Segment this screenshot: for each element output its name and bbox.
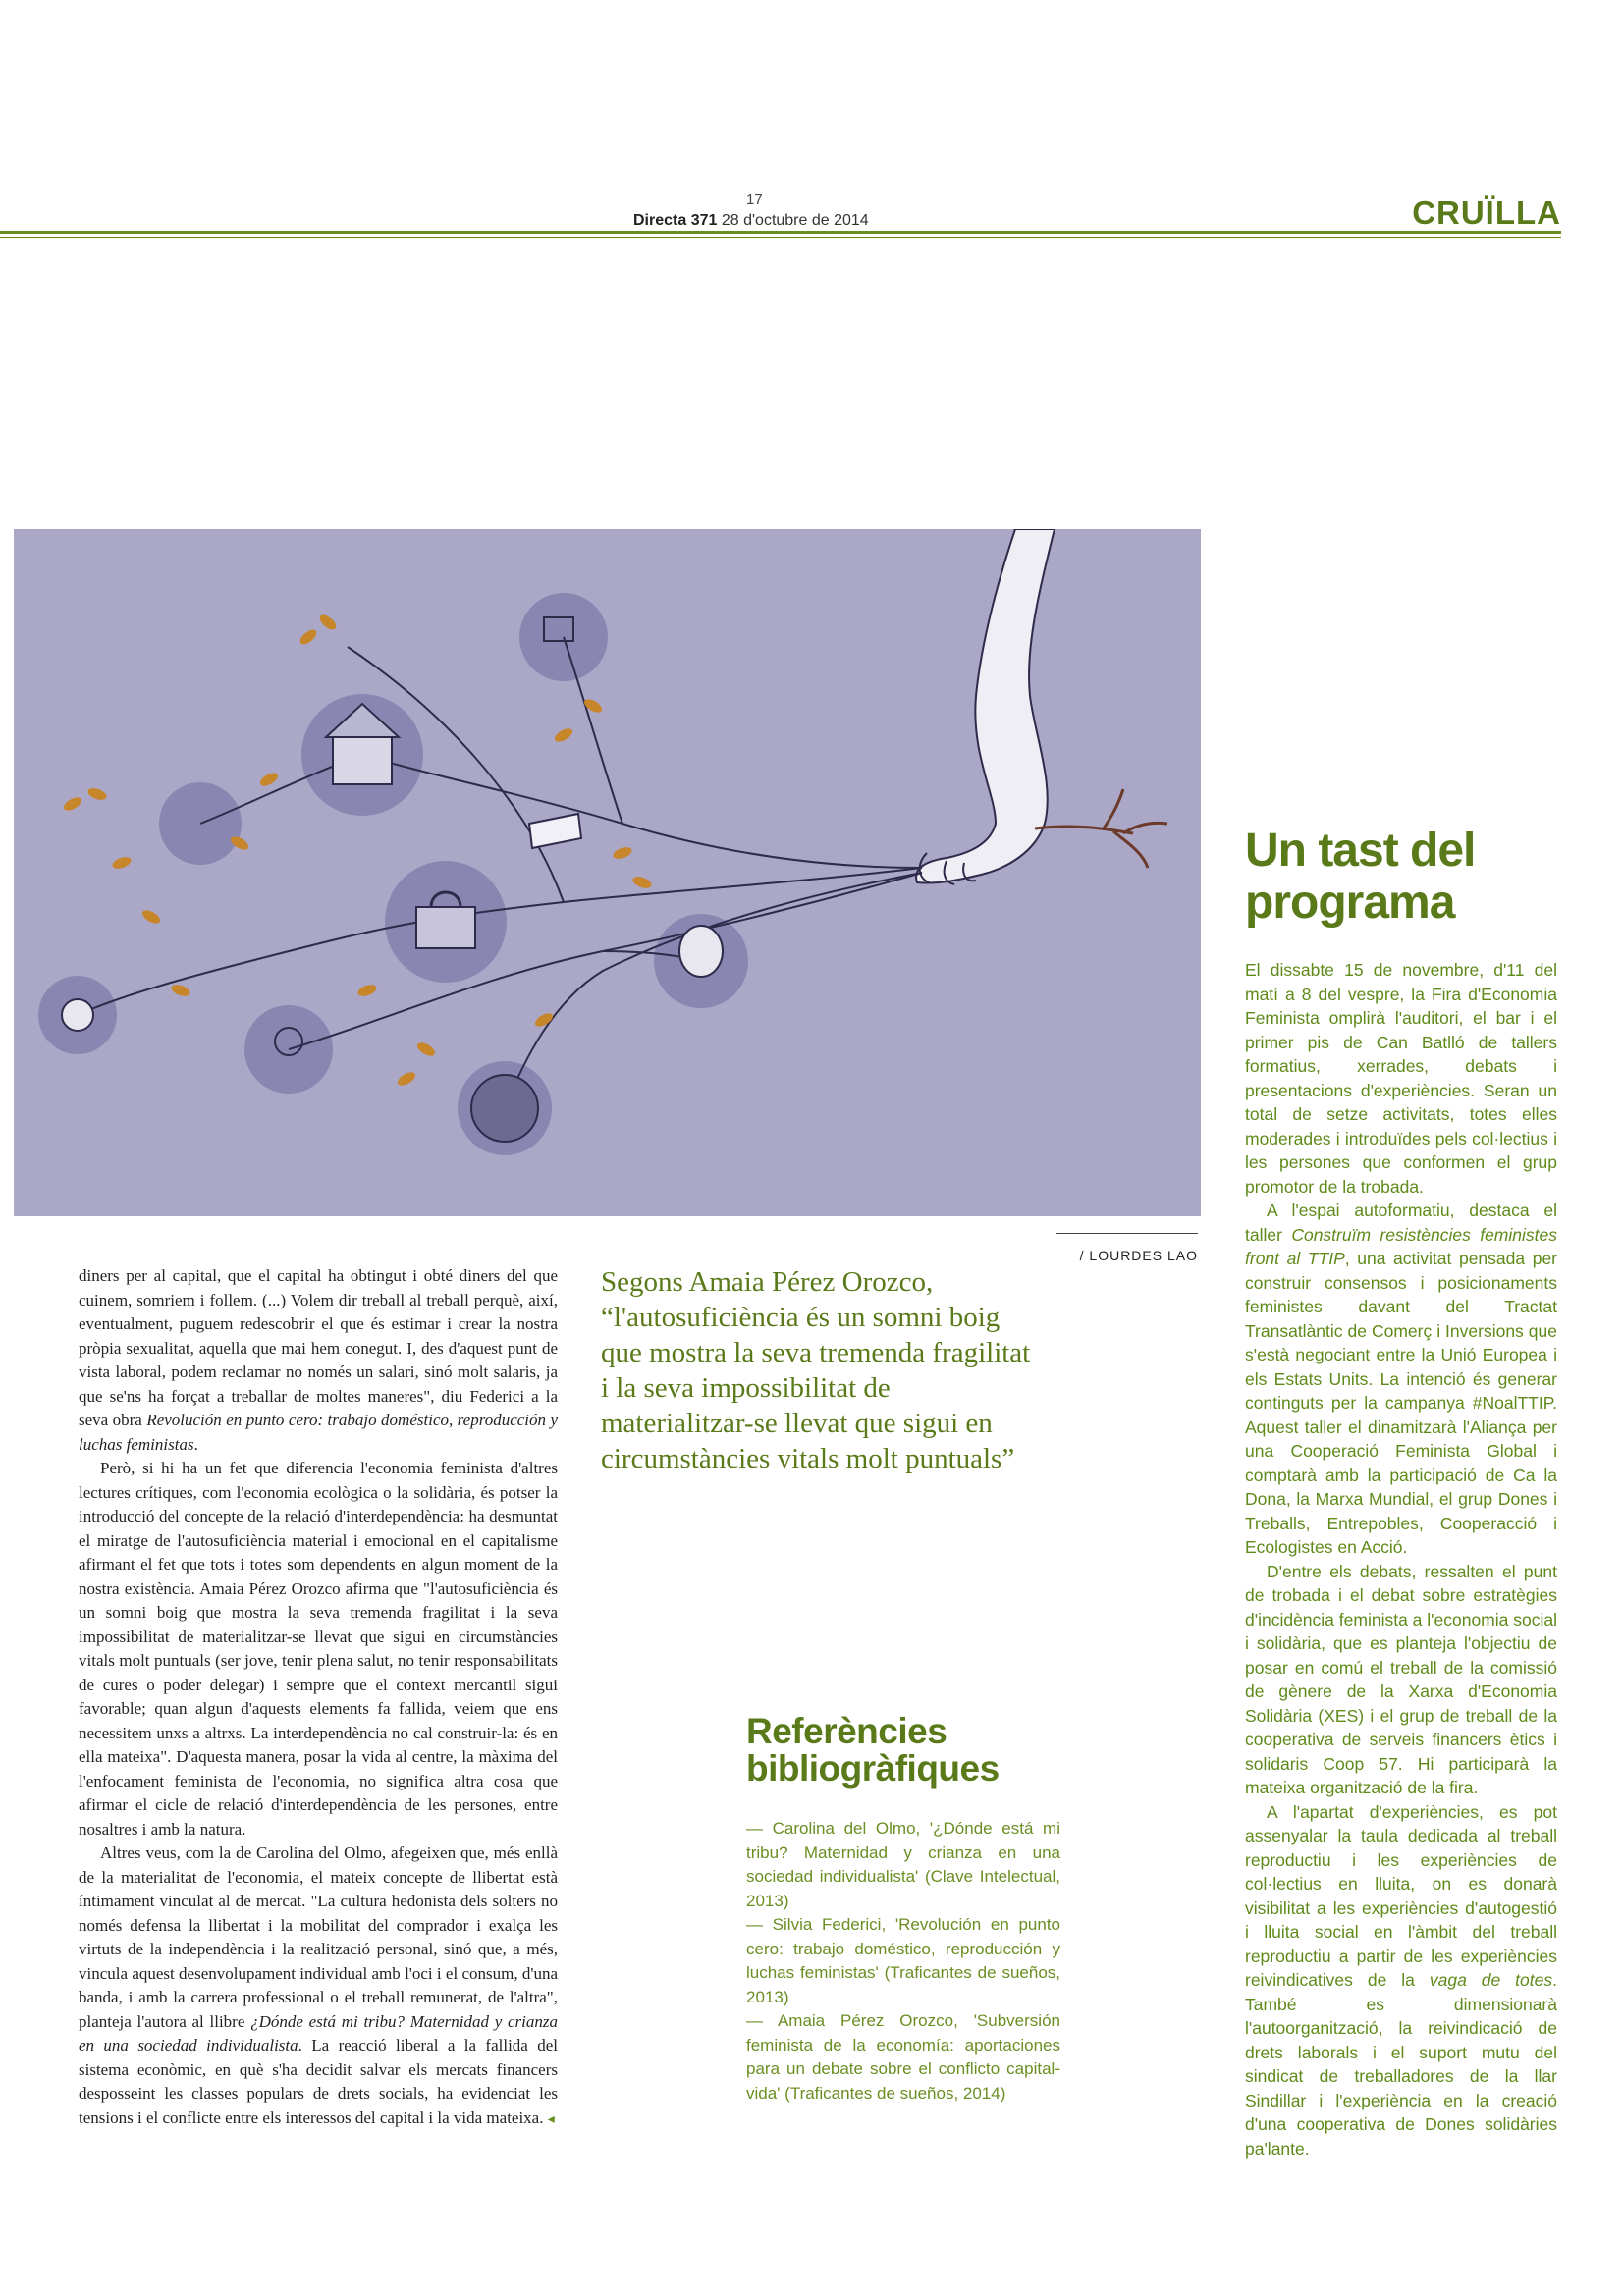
campaign-title: vaga de totes	[1429, 1970, 1553, 1990]
section-name: CRUÏLLA	[1412, 194, 1561, 231]
end-mark-icon: ◂	[547, 2110, 555, 2127]
publication-name: Directa 371	[633, 212, 718, 229]
article-body	[79, 1264, 558, 2131]
sidebar-paragraph: D'entre els debats, ressalten el punt de trobada i el debat sobre estratègies d'incidència feminista a l'economia social i solidària, que es planteja l'objectiu de posar en comú el treball de la comissió de gènere de la Xarxa d'Economia Solidària (XES) i el grup de treball de la cooperativa de serveis financers ètics i solidaris Coop 57. Hi participarà la mateixa organització de la fira.	[1245, 1561, 1557, 1797]
sidebar-text: A l'espai autoformatiu, destaca el taller	[1245, 1201, 1557, 1245]
reference-item: — Carolina del Olmo, '¿Dónde está mi tribu? Maternidad y crianza en una sociedad individualista' (Clave Intelectual, 2013)	[746, 1819, 1060, 1910]
article-paragraph	[79, 1264, 558, 1457]
page-number: 17	[746, 191, 763, 208]
illustration-art	[14, 529, 1201, 1216]
sidebar-paragraph	[1245, 1199, 1557, 1560]
pull-quote: Segons Amaia Pérez Orozco, “l'autosuficiència és un somni boig que mostra la seva tremenda fragilitat i la seva impossibilitat de materialitzar-se llevat que sigui en circumstàncies vitals molt puntuals”	[601, 1266, 1031, 1474]
article-paragraph	[79, 1842, 558, 2131]
reference-item: — Silvia Federici, 'Revolución en punto cero: trabajo doméstico, reproducción y luchas feministas' (Traficantes de sueños, 2013)	[746, 1915, 1060, 2006]
workshop-title: Construïm resistències feministes front al TTIP	[1245, 1224, 1557, 1268]
header-rule-thin	[0, 237, 1561, 238]
article-text: diners per al capital, que el capital ha obtingut i obté diners del que cuinem, somriem i follem. (...) Volem dir treball al treball perquè, així, eventualment, puguem redescobrir el que és estimar i crear la nostra pròpia sexualitat, aquella que mai hem conegut. I, des d'aquest punt de vista laboral, podem reclamar no només un salari, sinó molt salaris, ja que se'ns ha forçat a treballar de moltes maneres", diu Federici a la seva obra	[79, 1266, 558, 1429]
sidebar-program	[1245, 825, 1557, 2161]
reference-item: — Amaia Pérez Orozco, 'Subversión feminista de la economía: aportaciones para un debate sobre el conflicto capital-vida' (Traficantes de sueños, 2014)	[746, 2011, 1060, 2103]
article-text: . La reacció liberal a la fallida del sistema econòmic, en què s'ha decidit salvar els mercats financers desposseint les classes populars de drets socials, ha evidenciat les tensions i el conflicte entre els interessos del capital i la vida mateixa.	[79, 2036, 559, 2127]
sidebar-title: Un tast del programa	[1245, 825, 1476, 929]
sidebar-text: , una activitat pensada per construir consensos i posicionaments feministes davant del Tractat Transatlàntic de Comerç i Inversions que s'està negociant entre la Unió Europea i els Estats Units. La intenció és generar continguts per la campanya #NoalTTIP. Aquest taller el dinamitzarà l'Aliança per una Cooperació Feminista Global i comptarà amb la participació de Ca la Dona, la Marxa Mundial, el grup Dones i Treballs, Entrepobles, Cooperacció i Ecologistes en Acció.	[1245, 1249, 1557, 1557]
header-rule	[0, 231, 1561, 234]
book-title: ¿Dónde está mi tribu? Maternidad y crianza en una sociedad individualista	[79, 2011, 558, 2055]
article-text: .	[193, 1434, 198, 1454]
sidebar-text: A l'apartat d'experiències, es pot assenyalar la taula dedicada al treball reproductiu i les experiències de col·lectius en lluita, on es donarà visibilitat a les experiències d'autogestió i lluita social en l'àmbit del treball reproductiu a partir de les experiències reivindicatives de la	[1245, 1801, 1557, 1990]
sidebar-paragraph	[1245, 1800, 1557, 2162]
references-box	[746, 1713, 1060, 2106]
publication-line	[633, 212, 869, 230]
illustration	[14, 529, 1201, 1216]
page-header	[0, 187, 1561, 238]
article-paragraph: Però, si hi ha un fet que diferencia l'economia feminista d'altres lectures crítiques, com l'economia ecològica o la solidària, és potser la introducció del concepte de la relació d'interdependència: ha desmuntat el miratge de l'autosuficiència material i emocional en el capitalisme afirmant el fet que tots i totes som dependents en algun moment de la nostra existència. Amaia Pérez Orozco afirma que "l'autosuficiència és un somni boig que mostra la seva tremenda fragilitat i la seva impossibilitat de materialitzar-se llevat que sigui en circumstàncies vitals molt puntuals (ser jove, tenir plena salut, no tenir responsabilitats de cures o poder delegar) i sempre que el context mercantil sigui favorable; quan algun d'aquests elements fa fallida, veiem que ens necessitem unxs a altrxs. La interdependència no cal construir-la: és en ella mateixa". D'aquesta manera, posar la vida al centre, la màxima del l'enfocament feminista de l'economia, no significa altra cosa que afirmar el cicle de relació d'interdependència de les persones, entre nosaltres i amb la natura.	[79, 1459, 558, 1839]
references-title: Referències bibliogràfiques	[746, 1711, 1000, 1789]
sidebar-paragraph: El dissabte 15 de novembre, d'11 del matí a 8 del vespre, la Fira d'Economia Feminista omplirà l'auditori, el bar i el primer pis de Can Batlló de tallers formatius, xerrades, debats i presentacions d'experiències. Seran un total de setze activitats, totes elles moderades i introduïdes pels col·lectius i les persones que conformen el grup promotor de la trobada.	[1245, 960, 1557, 1197]
sidebar-text: . També es dimensionarà l'autoorganització, la reivindicació de drets laborals i el suport mutu del sindicat de treballadores de la llar Sindillar i l'experiència en la creació d'una cooperativa de Dones solidàries pa'lante.	[1245, 1970, 1557, 2159]
photo-credit: / LOURDES LAO	[1056, 1233, 1198, 1263]
book-title: Revolución en punto cero: trabajo doméstico, reproducción y luchas feministas	[79, 1411, 558, 1454]
article-text: Altres veus, com la de Carolina del Olmo, afegeixen que, més enllà de la materialitat de l'economia, el mateix concepte de llibertat està íntimament vinculat al de mercat. "La cultura hedonista dels solters no només defensa la llibertat i la mobilitat del comprador i exalça les virtuts de la independència i la realització personal, sinó que, a més, vincula aquest desenvolupament individual amb l'oci i el consum, d'una banda, i amb la carrera professional o el treball remunerat, de l'altra", planteja l'autora al llibre	[79, 1843, 558, 2031]
publication-date: 28 d'octubre de 2014	[721, 212, 869, 229]
